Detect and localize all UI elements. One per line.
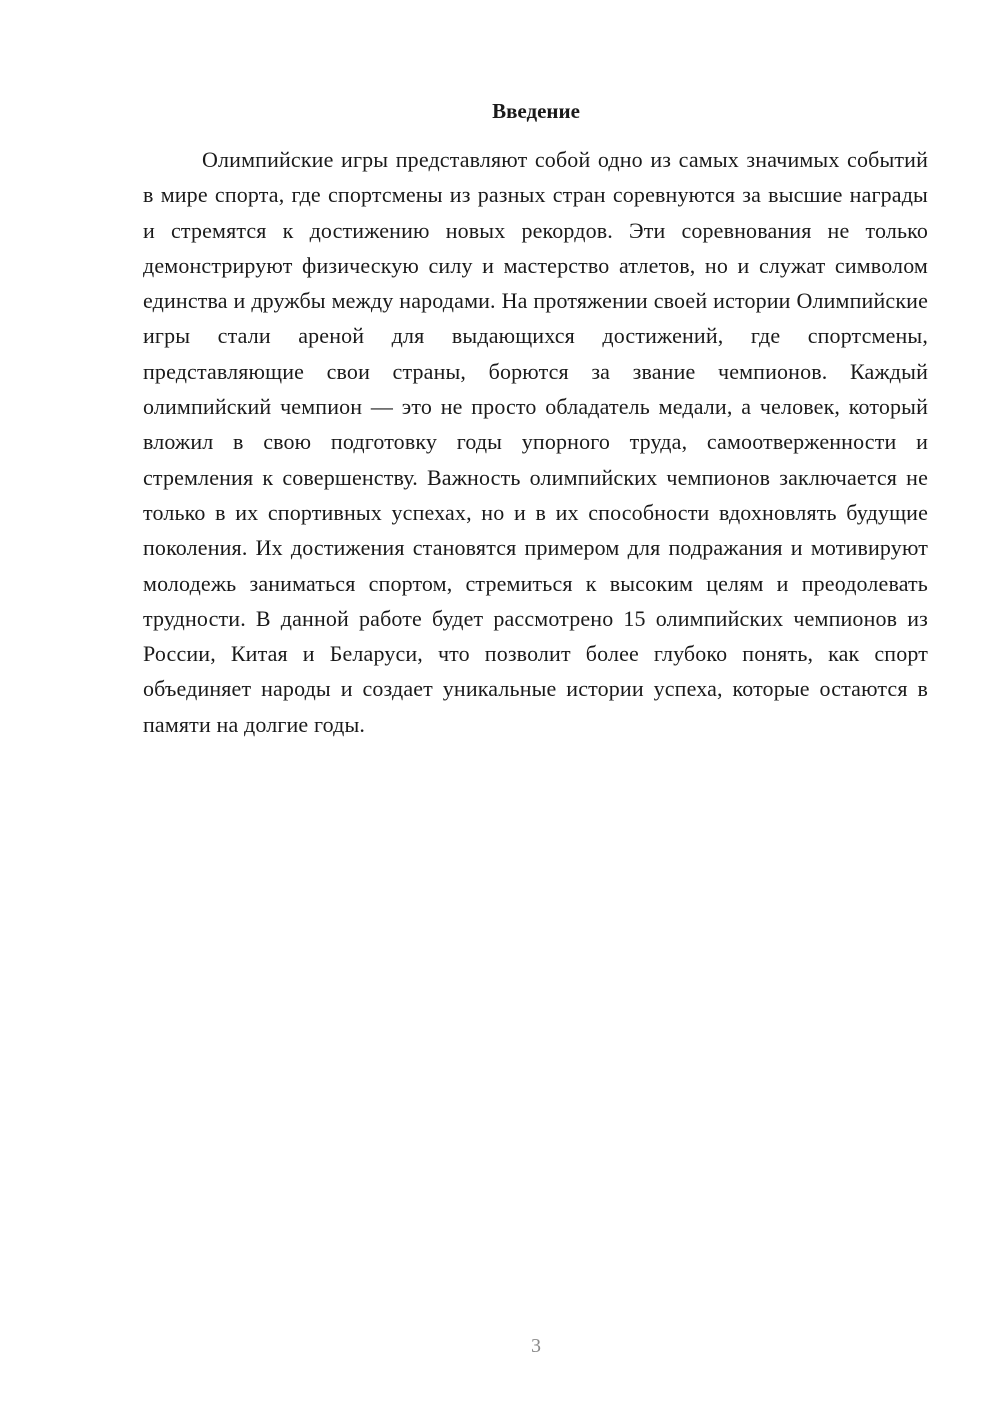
section-heading: Введение: [492, 99, 580, 123]
page-number: 3: [531, 1335, 541, 1357]
body-paragraph: Олимпийские игры представляют собой одно из самых значимых событий в мире спорта, где спортсмены из разных стран соревнуются за высшие награды и стремятся к достижению новых рекордов. Эти соревнования не только демонстрируют физическую силу и мастерство атлетов, но и служат символом единства и дружбы между народами. На протяжении своей истории Олимпийские игры стали ареной для выдающихся достижений, где спортсмены, представляющие свои страны, борются за звание чемпионов. Каждый олимпийский чемпион — это не просто обладатель медали, а человек, который вложил в свою подготовку годы упорного труда, самоотверженности и стремления к совершенству. Важность олимпийских чемпионов заключается не только в их спортивных успехах, но и в их способности вдохновлять будущие поколения. Их достижения становятся примером для подражания и мотивируют молодежь заниматься спортом, стремиться к высоким целям и преодолевать трудности. В данной работе будет рассмотрено 15 олимпийских чемпионов из России, Китая и Беларуси, что позволит более глубоко понять, как спорт объединяет народы и создает уникальные истории успеха, которые остаются в памяти на долгие годы.: [143, 147, 928, 737]
